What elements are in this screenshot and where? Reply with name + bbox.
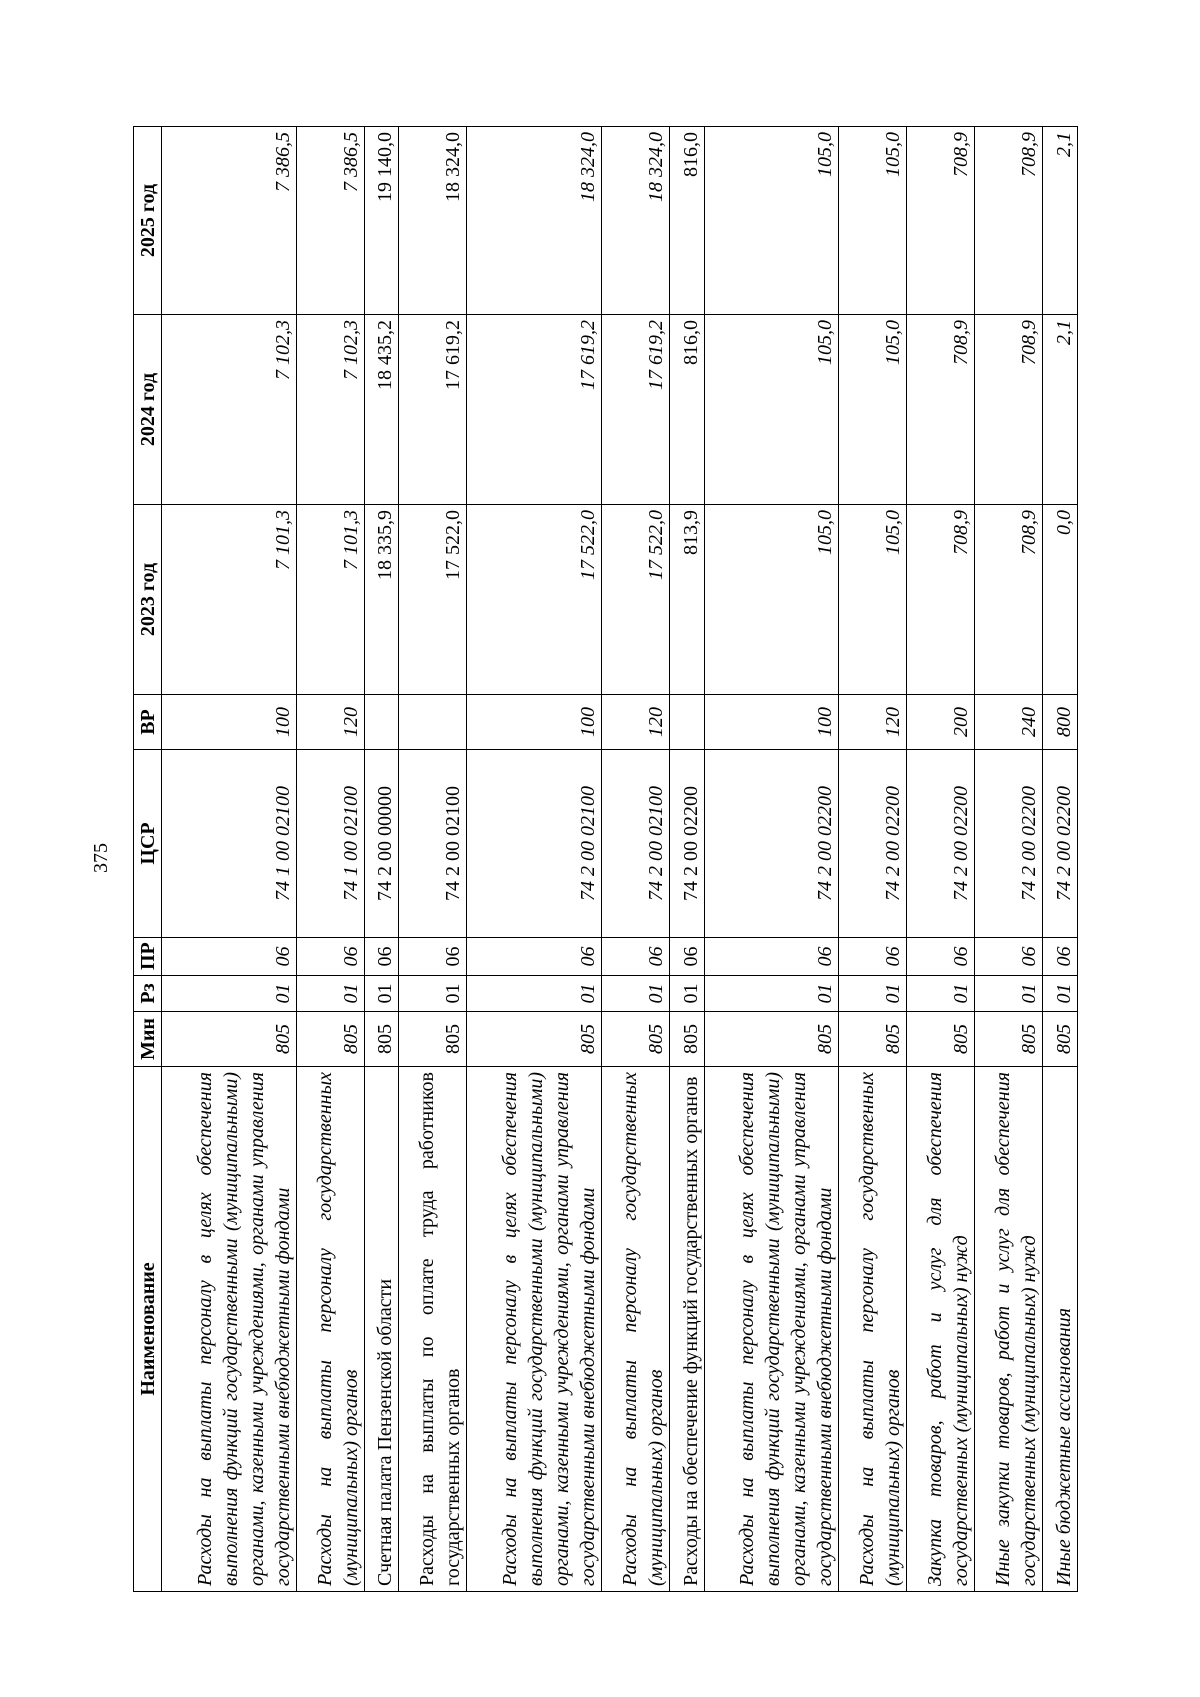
cell-rz: 01 (162, 976, 297, 1012)
cell-min: 805 (669, 1012, 704, 1067)
cell-2025: 18 324,0 (602, 127, 670, 315)
header-vr: ВР (134, 695, 162, 750)
table-row (669, 127, 704, 1592)
table-row (162, 127, 297, 1592)
cell-name: Расходы на выплаты персоналу государственных (муниципальных) органов (296, 1067, 364, 1592)
cell-vr: 120 (602, 695, 670, 750)
cell-min: 805 (602, 1012, 670, 1067)
cell-2024: 17 619,2 (399, 315, 467, 505)
cell-name: Расходы на выплаты персоналу государственных (муниципальных) органов (839, 1067, 907, 1592)
cell-2024: 708,9 (975, 315, 1043, 505)
cell-vr: 100 (162, 695, 297, 750)
cell-name: Расходы на выплаты по оплате труда работников государственных органов (399, 1067, 467, 1592)
cell-name: Закупка товаров, работ и услуг для обеспечения государственных (муниципальных) нужд (907, 1067, 975, 1592)
cell-rz: 01 (907, 976, 975, 1012)
cell-pr: 06 (162, 938, 297, 976)
cell-min: 805 (364, 1012, 399, 1067)
cell-pr: 06 (975, 938, 1043, 976)
cell-rz: 01 (839, 976, 907, 1012)
cell-rz: 01 (704, 976, 839, 1012)
cell-csr: 74 2 00 02200 (839, 750, 907, 938)
cell-name: Расходы на выплаты персоналу в целях обеспечения выполнения функций государственными (муниципальными) органами, казенными учреждениями, органами управления государственными внебюджетными фондами (704, 1067, 839, 1592)
cell-2025: 708,9 (907, 127, 975, 315)
cell-csr: 74 2 00 00000 (364, 750, 399, 938)
table-row (704, 127, 839, 1592)
cell-pr: 06 (467, 938, 602, 976)
cell-2024: 17 619,2 (467, 315, 602, 505)
cell-2023: 105,0 (704, 505, 839, 695)
cell-2023: 0,0 (1043, 505, 1078, 695)
cell-vr: 240 (975, 695, 1043, 750)
table-body (162, 127, 1078, 1592)
cell-2025: 816,0 (669, 127, 704, 315)
cell-rz: 01 (296, 976, 364, 1012)
cell-pr: 06 (839, 938, 907, 976)
cell-pr: 06 (602, 938, 670, 976)
table-row (602, 127, 670, 1592)
table-row (1043, 127, 1078, 1592)
cell-csr: 74 1 00 02100 (296, 750, 364, 938)
cell-csr: 74 2 00 02200 (975, 750, 1043, 938)
table-row (975, 127, 1043, 1592)
cell-csr: 74 1 00 02100 (162, 750, 297, 938)
cell-csr: 74 2 00 02100 (602, 750, 670, 938)
cell-2024: 708,9 (907, 315, 975, 505)
cell-min: 805 (1043, 1012, 1078, 1067)
cell-pr: 06 (364, 938, 399, 976)
cell-2024: 816,0 (669, 315, 704, 505)
cell-2025: 2,1 (1043, 127, 1078, 315)
cell-2023: 17 522,0 (399, 505, 467, 695)
cell-vr (399, 695, 467, 750)
cell-csr: 74 2 00 02200 (1043, 750, 1078, 938)
header-rz: Рз (134, 976, 162, 1012)
cell-2025: 7 386,5 (162, 127, 297, 315)
cell-2023: 7 101,3 (162, 505, 297, 695)
cell-rz: 01 (364, 976, 399, 1012)
cell-2023: 17 522,0 (602, 505, 670, 695)
cell-2024: 17 619,2 (602, 315, 670, 505)
header-2025: 2025 год (134, 127, 162, 315)
cell-2024: 2,1 (1043, 315, 1078, 505)
header-name: Наименование (134, 1067, 162, 1592)
cell-name: Расходы на выплаты персоналу в целях обеспечения выполнения функций государственными (муниципальными) органами, казенными учреждениями, органами управления государственными внебюджетными фондами (467, 1067, 602, 1592)
cell-pr: 06 (704, 938, 839, 976)
budget-table-container (133, 127, 1078, 1592)
cell-pr: 06 (399, 938, 467, 976)
cell-min: 805 (907, 1012, 975, 1067)
header-pr: ПР (134, 938, 162, 976)
cell-2025: 18 324,0 (399, 127, 467, 315)
cell-vr (669, 695, 704, 750)
cell-name: Расходы на выплаты персоналу государственных (муниципальных) органов (602, 1067, 670, 1592)
cell-min: 805 (399, 1012, 467, 1067)
cell-vr: 100 (704, 695, 839, 750)
cell-2023: 7 101,3 (296, 505, 364, 695)
cell-2025: 708,9 (975, 127, 1043, 315)
cell-rz: 01 (602, 976, 670, 1012)
cell-2025: 105,0 (704, 127, 839, 315)
budget-table (133, 126, 1078, 1592)
cell-2023: 708,9 (975, 505, 1043, 695)
cell-2025: 19 140,0 (364, 127, 399, 315)
cell-min: 805 (162, 1012, 297, 1067)
cell-pr: 06 (296, 938, 364, 976)
page-number: 375 (90, 843, 112, 873)
cell-name: Расходы на обеспечение функций государственных органов (669, 1067, 704, 1592)
table-row (296, 127, 364, 1592)
cell-name: Иные закупки товаров, работ и услуг для обеспечения государственных (муниципальных) нужд (975, 1067, 1043, 1592)
header-2023: 2023 год (134, 505, 162, 695)
cell-rz: 01 (399, 976, 467, 1012)
header-min: Мин (134, 1012, 162, 1067)
cell-vr: 100 (467, 695, 602, 750)
cell-2024: 105,0 (704, 315, 839, 505)
cell-min: 805 (704, 1012, 839, 1067)
cell-2023: 18 335,9 (364, 505, 399, 695)
header-csr: ЦСР (134, 750, 162, 938)
cell-pr: 06 (1043, 938, 1078, 976)
cell-rz: 01 (467, 976, 602, 1012)
cell-csr: 74 2 00 02100 (467, 750, 602, 938)
table-row (364, 127, 399, 1592)
cell-min: 805 (839, 1012, 907, 1067)
cell-vr (364, 695, 399, 750)
cell-2025: 105,0 (839, 127, 907, 315)
cell-min: 805 (467, 1012, 602, 1067)
cell-vr: 120 (839, 695, 907, 750)
cell-pr: 06 (907, 938, 975, 976)
cell-2024: 105,0 (839, 315, 907, 505)
cell-2024: 7 102,3 (162, 315, 297, 505)
cell-2023: 17 522,0 (467, 505, 602, 695)
header-2024: 2024 год (134, 315, 162, 505)
cell-csr: 74 2 00 02200 (669, 750, 704, 938)
cell-name: Расходы на выплаты персоналу в целях обеспечения выполнения функций государственными (муниципальными) органами, казенными учреждениями, органами управления государственными внебюджетными фондами (162, 1067, 297, 1592)
cell-2023: 708,9 (907, 505, 975, 695)
cell-2024: 18 435,2 (364, 315, 399, 505)
cell-name: Счетная палата Пензенской области (364, 1067, 399, 1592)
cell-min: 805 (296, 1012, 364, 1067)
cell-csr: 74 2 00 02100 (399, 750, 467, 938)
cell-2023: 105,0 (839, 505, 907, 695)
table-row (907, 127, 975, 1592)
cell-rz: 01 (669, 976, 704, 1012)
table-row (839, 127, 907, 1592)
table-row (467, 127, 602, 1592)
cell-name: Иные бюджетные ассигнования (1043, 1067, 1078, 1592)
cell-2024: 7 102,3 (296, 315, 364, 505)
cell-2025: 7 386,5 (296, 127, 364, 315)
cell-min: 805 (975, 1012, 1043, 1067)
cell-csr: 74 2 00 02200 (907, 750, 975, 938)
cell-vr: 200 (907, 695, 975, 750)
table-row (399, 127, 467, 1592)
table-header-row (134, 127, 162, 1592)
cell-vr: 800 (1043, 695, 1078, 750)
cell-vr: 120 (296, 695, 364, 750)
cell-csr: 74 2 00 02200 (704, 750, 839, 938)
cell-pr: 06 (669, 938, 704, 976)
cell-rz: 01 (975, 976, 1043, 1012)
cell-2023: 813,9 (669, 505, 704, 695)
cell-rz: 01 (1043, 976, 1078, 1012)
cell-2025: 18 324,0 (467, 127, 602, 315)
